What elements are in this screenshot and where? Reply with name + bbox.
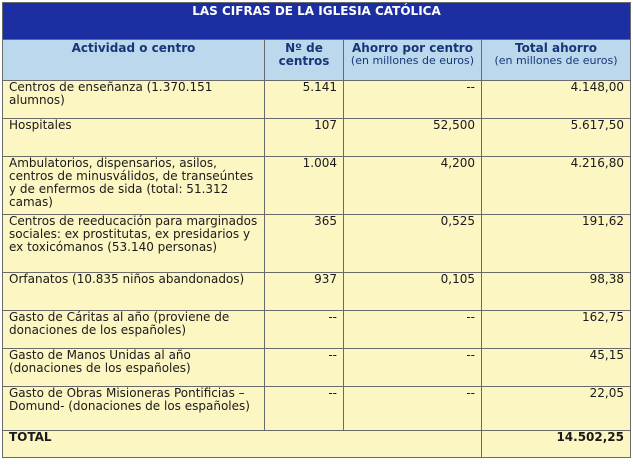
cell-total: 45,15: [482, 349, 631, 387]
cell-total: 191,62: [482, 215, 631, 273]
cell-ahorro: --: [344, 81, 482, 119]
cell-centros: --: [265, 311, 344, 349]
header-ahorro: Ahorro por centro (en millones de euros): [344, 40, 482, 81]
cell-total: 4.216,80: [482, 157, 631, 215]
cifras-table: [2, 2, 631, 458]
cell-centros: 5.141: [265, 81, 344, 119]
cell-total: 162,75: [482, 311, 631, 349]
cell-total: 4.148,00: [482, 81, 631, 119]
header-centros: Nº de centros: [265, 40, 344, 81]
cell-actividad: Hospitales: [3, 119, 265, 157]
cell-centros: --: [265, 349, 344, 387]
cell-total: 22,05: [482, 387, 631, 431]
table-row: [3, 119, 631, 157]
cell-ahorro: 4,200: [344, 157, 482, 215]
cell-total: 5.617,50: [482, 119, 631, 157]
cell-actividad: Gasto de Obras Misioneras Pontificias –Domund- (donaciones de los españoles): [3, 387, 265, 431]
cell-actividad: Centros de reeducación para marginados sociales: ex prostitutas, ex presidarios y ex toxicómanos (53.140 personas): [3, 215, 265, 273]
cell-actividad: Centros de enseñanza (1.370.151 alumnos): [3, 81, 265, 119]
cell-centros: 937: [265, 273, 344, 311]
header-total: Total ahorro (en millones de euros): [482, 40, 631, 81]
header-actividad: Actividad o centro: [3, 40, 265, 81]
cell-ahorro: 0,525: [344, 215, 482, 273]
cell-actividad: Gasto de Cáritas al año (proviene de donaciones de los españoles): [3, 311, 265, 349]
total-label: TOTAL: [3, 431, 482, 458]
cell-actividad: Ambulatorios, dispensarios, asilos, centros de minusválidos, de transeúntes y de enfermos de sida (total: 51.312 camas): [3, 157, 265, 215]
table-row: [3, 387, 631, 431]
cell-centros: --: [265, 387, 344, 431]
cell-ahorro: 52,500: [344, 119, 482, 157]
table-row: [3, 349, 631, 387]
cell-centros: 107: [265, 119, 344, 157]
cell-total: 98,38: [482, 273, 631, 311]
table-title: LAS CIFRAS DE LA IGLESIA CATÓLICA: [3, 3, 631, 40]
cell-ahorro: --: [344, 311, 482, 349]
total-row: [3, 431, 631, 458]
cell-centros: 365: [265, 215, 344, 273]
table-row: [3, 157, 631, 215]
header-row: [3, 40, 631, 81]
header-ahorro-sub: (en millones de euros): [350, 54, 475, 67]
table-row: [3, 215, 631, 273]
table-row: [3, 311, 631, 349]
cell-centros: 1.004: [265, 157, 344, 215]
cell-actividad: Gasto de Manos Unidas al año (donaciones de los españoles): [3, 349, 265, 387]
cell-ahorro: 0,105: [344, 273, 482, 311]
header-total-sub: (en millones de euros): [494, 54, 618, 67]
cell-ahorro: --: [344, 349, 482, 387]
cell-actividad: Orfanatos (10.835 niños abandonados): [3, 273, 265, 311]
cell-ahorro: --: [344, 387, 482, 431]
total-value: 14.502,25: [482, 431, 631, 458]
table-row: [3, 81, 631, 119]
table-row: [3, 273, 631, 311]
cifras-table-container: [2, 2, 630, 458]
